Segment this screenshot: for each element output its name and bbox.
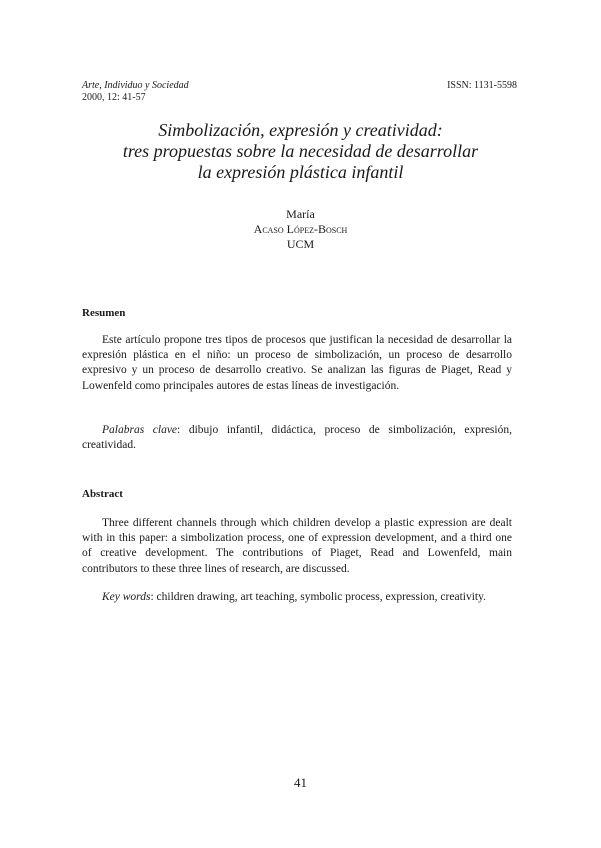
abstract-heading: Abstract	[82, 488, 123, 500]
abstract-keywords	[82, 590, 512, 605]
article-title	[60, 120, 541, 183]
author-block	[60, 207, 541, 252]
title-line-1: Simbolización, expresión y creatividad:	[158, 120, 443, 140]
author-surname: Acaso López-Bosch	[253, 222, 348, 236]
resumen-body: Este artículo propone tres tipos de procesos que justifican la necesidad de desarrollar la expresión plástica en el niño: un proceso de simbolización, un proceso de desarrollo expresivo y un proceso de desarrollo creativo. Se analizan las figuras de Piaget, Read y Lowenfeld como principales autores de estas líneas de investigación.	[82, 334, 512, 392]
resumen-heading: Resumen	[82, 307, 126, 319]
author-first-name: María	[286, 207, 315, 221]
running-header	[82, 80, 189, 104]
journal-name: Arte, Individuo y Sociedad	[82, 80, 189, 91]
title-line-3: la expresión plástica infantil	[197, 162, 404, 182]
key-words-text: : children drawing, art teaching, symbolic process, expression, creativity.	[150, 591, 486, 603]
abstract-body: Three different channels through which children develop a plastic expression are dealt with in this paper: a simbolization process, one of expression development, and a third one of creative development. The contributions of Piaget, Read and Lowenfeld, main contributors to these three lines of research, are discussed.	[82, 517, 512, 575]
key-words-label: Key words	[102, 591, 151, 603]
keywords-text: : dibujo infantil, didáctica, proceso de simbolización, expresión, creatividad.	[82, 424, 512, 452]
volume-info: 2000, 12: 41-57	[82, 92, 146, 103]
resumen-keywords	[82, 423, 512, 453]
page-number: 41	[294, 775, 307, 790]
author-name	[60, 207, 541, 237]
issn: ISSN: 1131-5598	[447, 80, 517, 91]
author-affiliation: UCM	[286, 237, 315, 251]
keywords-label: Palabras clave	[102, 424, 178, 436]
title-line-2: tres propuestas sobre la necesidad de desarrollar	[122, 141, 479, 161]
